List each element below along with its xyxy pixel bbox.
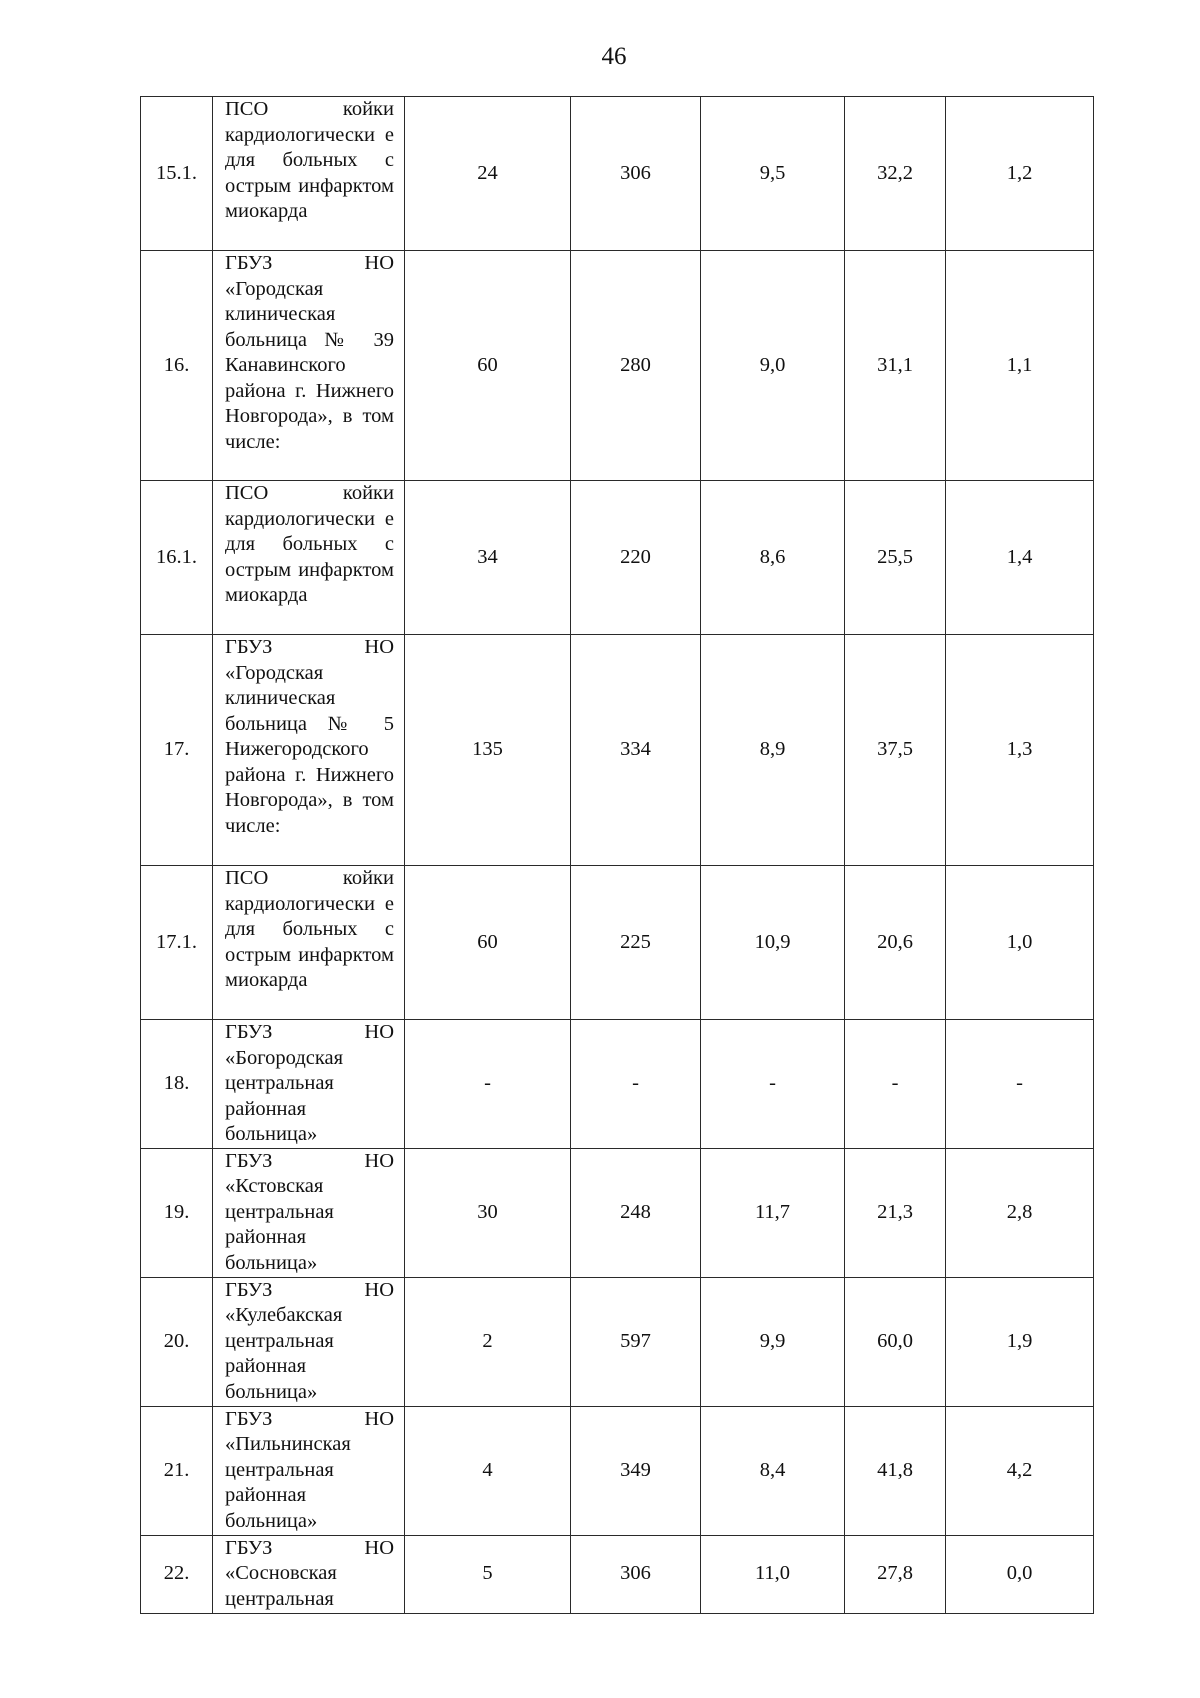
value-cell-1: 30 (405, 1148, 571, 1277)
facility-name-cell (213, 97, 405, 251)
value-cell-2: 349 (571, 1406, 701, 1535)
value-cell-2: 306 (571, 1535, 701, 1613)
facility-name: ПСО койки кардиологически е для больных с острым инфарктом миокарда (225, 482, 394, 606)
value-cell-4: 20,6 (845, 866, 946, 1020)
table-row (141, 251, 1094, 481)
facility-name: ГБУЗ НО «Городская клиническая больница № 39 Канавинского района г. Нижнего Новгорода», в том числе: (225, 252, 394, 453)
facility-name: ПСО койки кардиологически е для больных с острым инфарктом миокарда (225, 98, 394, 222)
value-cell-3: 8,4 (701, 1406, 845, 1535)
value-cell-5: 2,8 (946, 1148, 1094, 1277)
table-row (141, 1406, 1094, 1535)
facility-name: ГБУЗ НО «Пильнинская центральная районная больница» (225, 1407, 394, 1532)
value-cell-5: 1,0 (946, 866, 1094, 1020)
value-cell-2: 248 (571, 1148, 701, 1277)
value-cell-1: 60 (405, 866, 571, 1020)
value-cell-4: 32,2 (845, 97, 946, 251)
facility-name-cell (213, 635, 405, 866)
facility-name: ГБУЗ НО «Городская клиническая больница № 5 Нижегородского района г. Нижнего Новгорода», в том числе: (225, 636, 394, 837)
value-cell-5: - (946, 1020, 1094, 1149)
value-cell-2: 225 (571, 866, 701, 1020)
value-cell-2: 306 (571, 97, 701, 251)
data-table (140, 96, 1094, 1614)
value-cell-4: 27,8 (845, 1535, 946, 1613)
value-cell-3: 9,5 (701, 97, 845, 251)
row-number-cell: 16. (141, 251, 213, 481)
value-cell-3: 8,9 (701, 635, 845, 866)
value-cell-3: 10,9 (701, 866, 845, 1020)
value-cell-3: 9,9 (701, 1277, 845, 1406)
value-cell-1: 4 (405, 1406, 571, 1535)
table-row (141, 1535, 1094, 1613)
table-row (141, 481, 1094, 635)
value-cell-5: 4,2 (946, 1406, 1094, 1535)
table-row (141, 635, 1094, 866)
row-number-cell: 22. (141, 1535, 213, 1613)
facility-name-cell (213, 1277, 405, 1406)
value-cell-4: 25,5 (845, 481, 946, 635)
table-row (141, 1148, 1094, 1277)
value-cell-2: 220 (571, 481, 701, 635)
value-cell-2: 334 (571, 635, 701, 866)
value-cell-4: 37,5 (845, 635, 946, 866)
value-cell-1: - (405, 1020, 571, 1149)
row-number-cell: 21. (141, 1406, 213, 1535)
facility-name: ГБУЗ НО «Кулебакская центральная районная больница» (225, 1278, 394, 1403)
value-cell-4: 60,0 (845, 1277, 946, 1406)
value-cell-1: 2 (405, 1277, 571, 1406)
facility-name-cell (213, 1406, 405, 1535)
row-number-cell: 17.1. (141, 866, 213, 1020)
row-number-cell: 15.1. (141, 97, 213, 251)
facility-name: ПСО койки кардиологически е для больных с острым инфарктом миокарда (225, 867, 394, 991)
facility-name-cell (213, 251, 405, 481)
value-cell-3: 9,0 (701, 251, 845, 481)
row-number-cell: 18. (141, 1020, 213, 1149)
value-cell-3: 11,0 (701, 1535, 845, 1613)
row-number-cell: 20. (141, 1277, 213, 1406)
facility-name: ГБУЗ НО «Сосновская центральная (225, 1536, 394, 1610)
table-row (141, 866, 1094, 1020)
value-cell-3: 8,6 (701, 481, 845, 635)
facility-name-cell (213, 1148, 405, 1277)
value-cell-5: 1,2 (946, 97, 1094, 251)
value-cell-5: 1,9 (946, 1277, 1094, 1406)
facility-name-cell (213, 1535, 405, 1613)
table-row (141, 1020, 1094, 1149)
value-cell-2: - (571, 1020, 701, 1149)
value-cell-1: 34 (405, 481, 571, 635)
value-cell-3: - (701, 1020, 845, 1149)
value-cell-4: - (845, 1020, 946, 1149)
facility-name: ГБУЗ НО «Богородская центральная районная больница» (225, 1021, 394, 1145)
value-cell-5: 1,3 (946, 635, 1094, 866)
table-row (141, 97, 1094, 251)
row-number-cell: 19. (141, 1148, 213, 1277)
value-cell-1: 135 (405, 635, 571, 866)
value-cell-2: 597 (571, 1277, 701, 1406)
facility-name-cell (213, 866, 405, 1020)
value-cell-5: 1,1 (946, 251, 1094, 481)
facility-name-cell (213, 481, 405, 635)
value-cell-1: 5 (405, 1535, 571, 1613)
value-cell-1: 24 (405, 97, 571, 251)
value-cell-2: 280 (571, 251, 701, 481)
value-cell-4: 41,8 (845, 1406, 946, 1535)
value-cell-4: 31,1 (845, 251, 946, 481)
value-cell-3: 11,7 (701, 1148, 845, 1277)
value-cell-1: 60 (405, 251, 571, 481)
page-number: 46 (601, 43, 627, 70)
facility-name-cell (213, 1020, 405, 1149)
value-cell-4: 21,3 (845, 1148, 946, 1277)
row-number-cell: 17. (141, 635, 213, 866)
table-row (141, 1277, 1094, 1406)
value-cell-5: 0,0 (946, 1535, 1094, 1613)
row-number-cell: 16.1. (141, 481, 213, 635)
value-cell-5: 1,4 (946, 481, 1094, 635)
facility-name: ГБУЗ НО «Кстовская центральная районная больница» (225, 1149, 394, 1274)
